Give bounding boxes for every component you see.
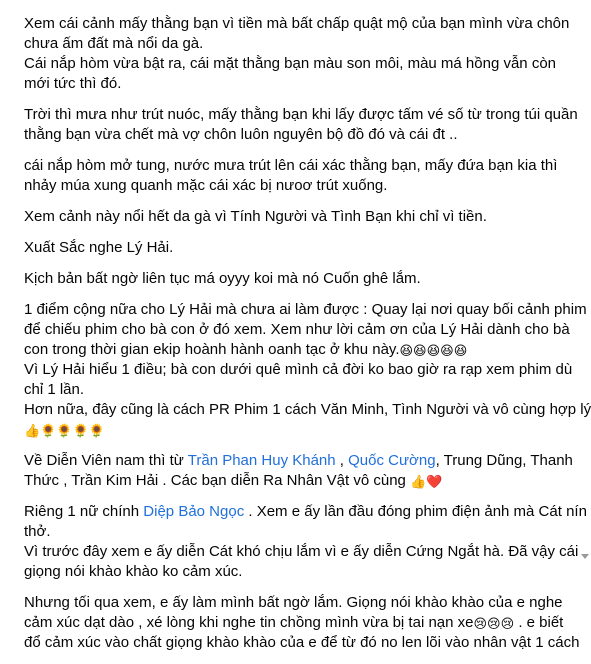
text-line: thở.	[24, 523, 51, 540]
paragraph-last	[24, 593, 580, 653]
text-line: cái nắp hòm mở tung, nước mưa trút lên cái xác thằng bạn, mấy đứa bạn kia thì	[24, 157, 558, 174]
actor-link-quoc-cuong[interactable]: Quốc Cường	[348, 452, 436, 469]
text-segment: Về Diễn Viên nam thì từ	[24, 452, 188, 469]
text-line: đổ cảm xúc vào chất giọng khào khào của e để từ đó no len lõi vào nhân vật 1 cách	[24, 634, 580, 651]
paragraph-6	[24, 269, 572, 289]
text-line: 1 điểm cộng nữa cho Lý Hải mà chưa ai làm được : Quay lại nơi quay bối cảnh phim	[24, 301, 587, 318]
actress-link-diep-bao-ngoc[interactable]: Diệp Bảo Ngọc	[143, 503, 245, 520]
text-segment: Thức , Trần Kim Hải . Các bạn diễn Ra Nhân Vật vô cùng	[24, 472, 411, 489]
text-segment: con trong thời gian ekip hoành hành oanh tạc ở khu này.	[24, 341, 400, 358]
paragraph-3	[24, 156, 572, 196]
thumbs-sunflower-emoji-icon: 👍🌻🌻🌻🌻	[24, 424, 105, 439]
text-line: Nhưng tối qua xem, e ấy làm mình bất ngờ lắm. Giọng nói khào khào của e nghe	[24, 594, 563, 611]
post-body	[24, 14, 591, 664]
paragraph-actress	[24, 502, 587, 582]
paragraph-1	[24, 14, 572, 94]
text-line: Trời thì mưa như trút nuóc, mấy thằng bạn khi lấy được tấm vé số từ trong túi quần	[24, 106, 578, 123]
text-segment: ,	[335, 452, 349, 469]
paragraph-actors	[24, 451, 572, 491]
text-line: nhảy múa xung quanh mặc cái xác bị nưoơ trút xuống.	[24, 177, 388, 194]
text-line	[24, 420, 572, 440]
text-segment: . e biết	[514, 614, 564, 631]
text-line: mới tức thì đó.	[24, 75, 122, 92]
text-line: Cái nắp hòm vừa bật ra, cái mặt thằng bạn màu son môi, màu má hồng vẫn còn	[24, 55, 557, 72]
text-segment: Riêng 1 nữ chính	[24, 503, 144, 520]
paragraph-5	[24, 238, 572, 258]
text-line: chưa ấm đất mà nổi da gà.	[24, 35, 204, 52]
text-line	[24, 451, 572, 471]
text-segment: cảm xúc dạt dào , xé lòng khi nghe tin chồng mình vừa bị tai nạn xe	[24, 614, 474, 631]
crying-emoji-icon: 😢😢😢	[473, 617, 515, 632]
text-segment: , Trung Dũng, Thanh	[435, 452, 573, 469]
actor-link-tran-phan-huy-khanh[interactable]: Trần Phan Huy Khánh	[187, 452, 336, 469]
text-line	[24, 471, 572, 491]
paragraph-4	[24, 207, 572, 227]
paragraph-2	[24, 105, 578, 145]
text-line	[24, 502, 587, 522]
text-line: để chiếu phim cho bà con ở đó xem. Xem như lời cảm ơn của Lý Hải dành cho bà	[24, 321, 570, 338]
text-line: Kịch bản bất ngờ liên tục má oyyy koi mà nó Cuốn ghê lắm.	[24, 270, 421, 287]
text-line: giọng nói khào khào ko cảm xúc.	[24, 563, 243, 580]
paragraph-7	[24, 300, 587, 360]
text-line: Vì Lý Hải hiểu 1 điều; bà con dưới quê mình cả đời ko bao giờ ra rạp xem phim dù	[24, 361, 573, 378]
text-line: Xem cái cảnh mấy thằng bạn vì tiền mà bất chấp quật mộ của bạn mình vừa chôn	[24, 15, 570, 32]
paragraph-8	[24, 360, 591, 440]
text-line	[24, 340, 572, 360]
text-line: Vì trước đây xem e ấy diễn Cát khó chịu lắm vì e ấy diễn Cứng Ngắt hà. Đã vậy cái	[24, 543, 579, 560]
text-line: Xem cảnh này nổi hết da gà vì Tính Người và Tình Bạn khi chỉ vì tiền.	[24, 208, 487, 225]
vertical-scrollbar[interactable]	[580, 0, 590, 627]
text-line: chỉ 1 lần.	[24, 381, 85, 398]
text-line: Xuất Sắc nghe Lý Hải.	[24, 239, 174, 256]
scroll-down-arrow-icon[interactable]	[581, 554, 589, 559]
text-line: Hơn nữa, đây cũng là cách PR Phim 1 cách Văn Minh, Tình Người và vô cùng hợp lý	[24, 401, 591, 418]
text-line: thằng bạn vừa chết mà vợ chôn luôn nguyên bộ đồ đó và cái đt ..	[24, 126, 458, 143]
thumbs-heart-emoji-icon: 👍❤️	[410, 475, 443, 490]
laughing-emoji-icon: 😆😆😆😆😆	[399, 344, 468, 359]
text-line	[24, 613, 572, 633]
text-segment: . Xem e ấy lần đầu đóng phim điện ảnh mà Cát nín	[244, 503, 587, 520]
